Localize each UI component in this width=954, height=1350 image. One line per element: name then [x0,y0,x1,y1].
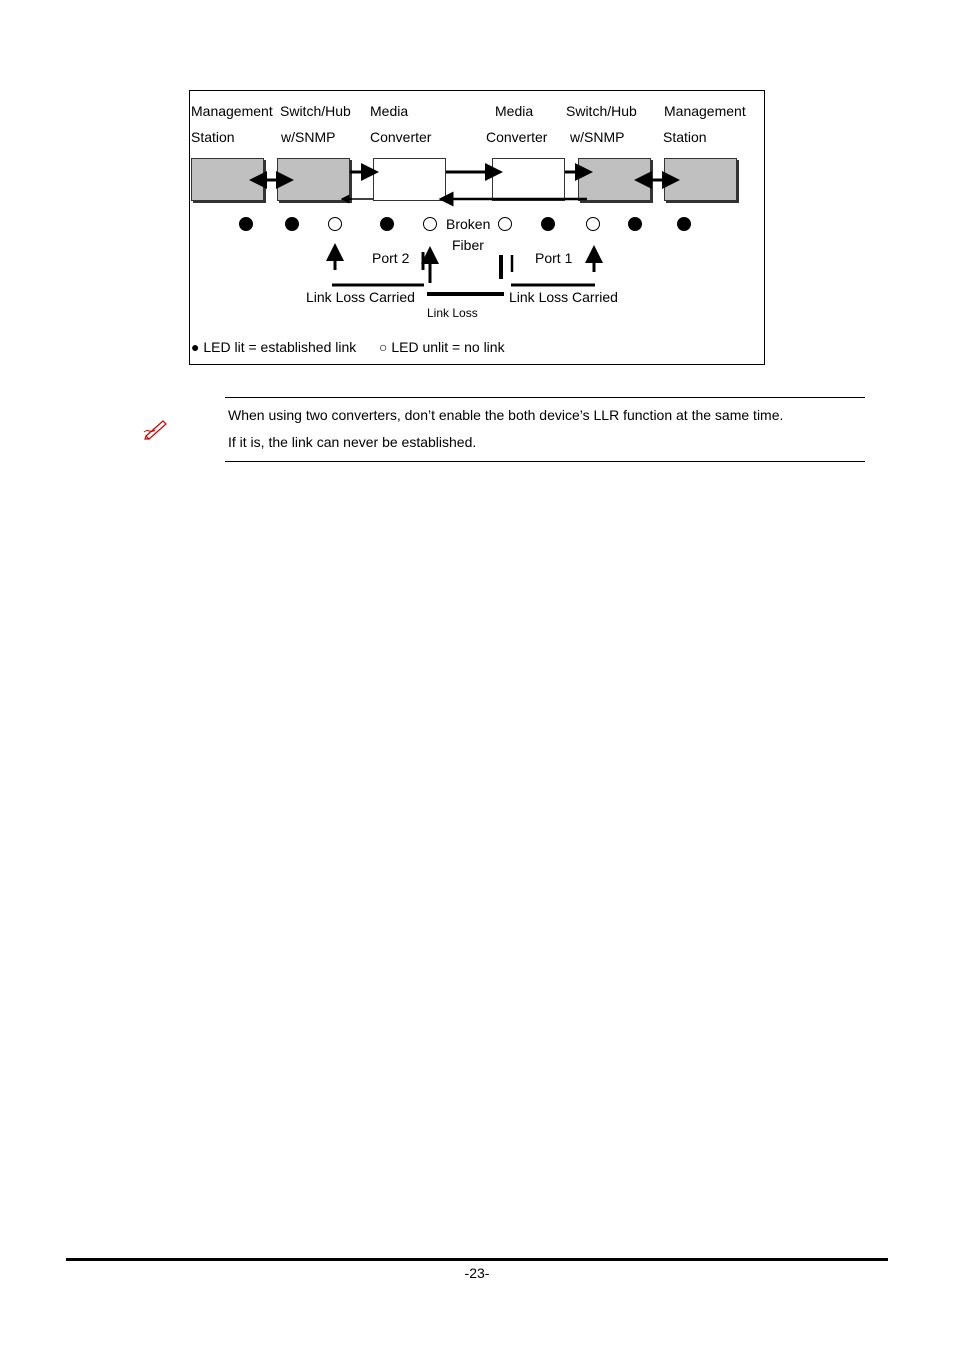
led-indicator-1 [239,217,253,231]
footer-rule [66,1258,888,1261]
label-switch-right-2: w/SNMP [570,129,625,145]
label-management-station-right-1: Management [664,103,746,119]
label-converter-left-2: Converter [370,129,432,145]
led-indicator-3 [328,217,342,231]
note-top-rule [225,397,865,398]
led-indicator-4 [380,217,394,231]
link-loss-carried-left-label: Link Loss Carried [306,289,415,305]
label-converter-right-1: Media [495,103,534,119]
led-indicator-9 [628,217,642,231]
led-indicator-5 [423,217,437,231]
led-indicator-10 [677,217,691,231]
led-indicator-2 [285,217,299,231]
label-management-station-left-1: Management [191,103,273,119]
note-bottom-rule [225,461,865,462]
label-switch-left-2: w/SNMP [281,129,336,145]
legend-led-lit: ● LED lit = established link [191,339,357,355]
link-loss-label: Link Loss [427,306,478,320]
led-indicator-8 [586,217,600,231]
legend-led-unlit: ○ LED unlit = no link [379,339,505,355]
port-2-label: Port 2 [372,250,410,266]
label-management-station-right-2: Station [663,129,707,145]
led-indicator-6 [498,217,512,231]
pencil-note-icon [143,418,169,440]
label-management-station-left-2: Station [191,129,235,145]
note-text-line-2: If it is, the link can never be established. [228,434,477,450]
broken-fiber-label-2: Fiber [452,237,484,253]
led-indicator-7 [541,217,555,231]
page-number: -23- [464,1265,490,1281]
note-text-line-1: When using two converters, don’t enable the both device’s LLR function at the same time. [228,407,784,423]
port-1-label: Port 1 [535,250,573,266]
broken-fiber-label-1: Broken [446,216,491,232]
link-loss-carried-right-label: Link Loss Carried [509,289,618,305]
label-converter-left-1: Media [370,103,409,119]
label-converter-right-2: Converter [486,129,548,145]
label-switch-left-1: Switch/Hub [280,103,351,119]
label-switch-right-1: Switch/Hub [566,103,637,119]
